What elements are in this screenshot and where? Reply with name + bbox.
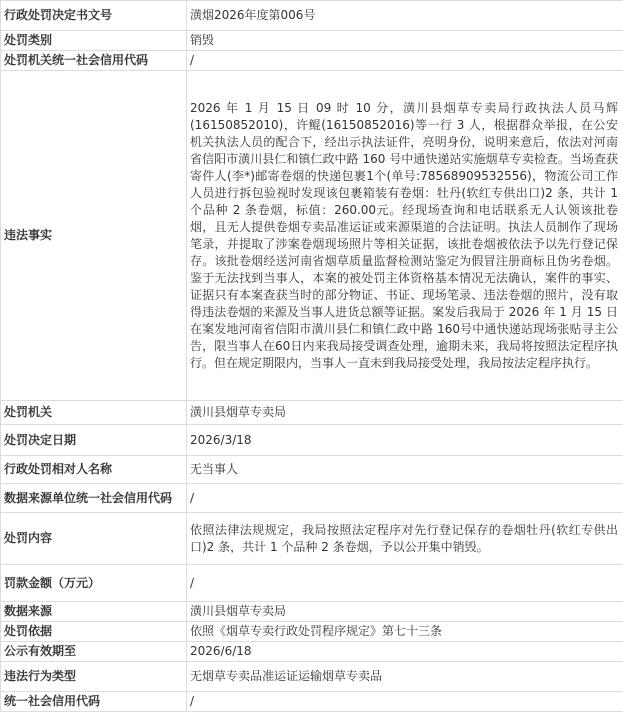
label-penalty-category: 处罚类别 (1, 31, 187, 51)
label-fine-amount: 罚款金额（万元） (1, 565, 187, 602)
value-decision-number: 潢烟2026年度第006号 (187, 1, 623, 31)
value-penalty-content: 依照法律法规规定，我局按照法定程序对先行登记保存的卷烟牡丹(软红专供出口)2 条，共计 1 个品种 2 条卷烟，予以公开集中销毁。 (187, 513, 623, 565)
row-violation-facts (1, 71, 623, 401)
row-data-source (1, 602, 623, 622)
row-publicity-expiry (1, 642, 623, 662)
label-violation-facts: 违法事实 (1, 71, 187, 401)
value-publicity-expiry: 2026/6/18 (187, 642, 623, 662)
label-data-source: 数据来源 (1, 602, 187, 622)
value-violation-type: 无烟草专卖品准运证运输烟草专卖品 (187, 662, 623, 692)
row-penalty-basis (1, 622, 623, 642)
row-penalty-category (1, 31, 623, 51)
label-party-name: 行政处罚相对人名称 (1, 456, 187, 484)
label-penalty-authority: 处罚机关 (1, 401, 187, 425)
label-publicity-expiry: 公示有效期至 (1, 642, 187, 662)
label-data-source-credit-code: 数据来源单位统一社会信用代码 (1, 484, 187, 513)
value-decision-date: 2026/3/18 (187, 425, 623, 456)
value-penalty-category: 销毁 (187, 31, 623, 51)
value-data-source: 潢川县烟草专卖局 (187, 602, 623, 622)
label-decision-number: 行政处罚决定书文号 (1, 1, 187, 31)
row-data-source-credit-code (1, 484, 623, 513)
value-violation-facts: 2026 年 1 月 15 日 09 时 10 分，潢川县烟草专卖局行政执法人员马辉(16150852010)，许鲲(16150852016)等一行 3 人，根据群众举报，在公安机关执法人员的配合下，经出示执法证件，亮明身份，说明来意后，依法对河南省信阳市潢川县仁和镇仁政中路 160 号中通快递站实施烟草专卖检查。当场查获寄件人(李*)邮寄卷烟的快递包裹1个(单号:78568909532556)，物流公司工作人员进行拆包验视时发现该包裹箱装有卷烟：牡丹(软红专供出口)2 条，共计 1 个品种 2 条卷烟，标值：260.00元。经现场查询和电话联系无人认领该批卷烟，且无人提供卷烟专卖品准运证或来源渠道的合法证明。执法人员制作了现场笔录，并提取了涉案卷烟现场照片等相关证据，该批卷烟被依法予以先行登记保存。该批卷烟经送河南省烟草质量监督检测站鉴定为假冒注册商标且伪劣卷烟。鉴于无法找到当事人，本案的被处罚主体资格基本情况无法确认，案件的事实、证据只有本案查获当时的部分物证、书证、现场笔录、违法卷烟的照片，没有取得违法卷烟的来源及当事人进货总额等证据。案发后我局于 2026 年 1 月 15 日在案发地河南省信阳市潢川县仁和镇仁政中路 160号中通快递站现场张贴寻主公告，限当事人在60日内来我局接受调查处理，逾期未来，我局将按照法定程序执行。但在规定期限内，当事人一直未到我局接受处理，我局按法定程序执行。 (187, 71, 623, 401)
row-credit-code (1, 692, 623, 712)
label-violation-type: 违法行为类型 (1, 662, 187, 692)
row-penalty-authority (1, 401, 623, 425)
value-penalty-basis: 依照《烟草专卖行政处罚程序规定》第七十三条 (187, 622, 623, 642)
label-penalty-basis: 处罚依据 (1, 622, 187, 642)
row-decision-date (1, 425, 623, 456)
label-penalty-content: 处罚内容 (1, 513, 187, 565)
row-decision-number (1, 1, 623, 31)
value-authority-credit-code: / (187, 51, 623, 71)
value-data-source-credit-code: / (187, 484, 623, 513)
label-credit-code: 统一社会信用代码 (1, 692, 187, 712)
value-party-name: 无当事人 (187, 456, 623, 484)
value-credit-code: / (187, 692, 623, 712)
row-fine-amount (1, 565, 623, 602)
row-penalty-content (1, 513, 623, 565)
value-penalty-authority: 潢川县烟草专卖局 (187, 401, 623, 425)
value-fine-amount: / (187, 565, 623, 602)
row-authority-credit-code (1, 51, 623, 71)
label-decision-date: 处罚决定日期 (1, 425, 187, 456)
row-violation-type (1, 662, 623, 692)
label-authority-credit-code: 处罚机关统一社会信用代码 (1, 51, 187, 71)
row-party-name (1, 456, 623, 484)
